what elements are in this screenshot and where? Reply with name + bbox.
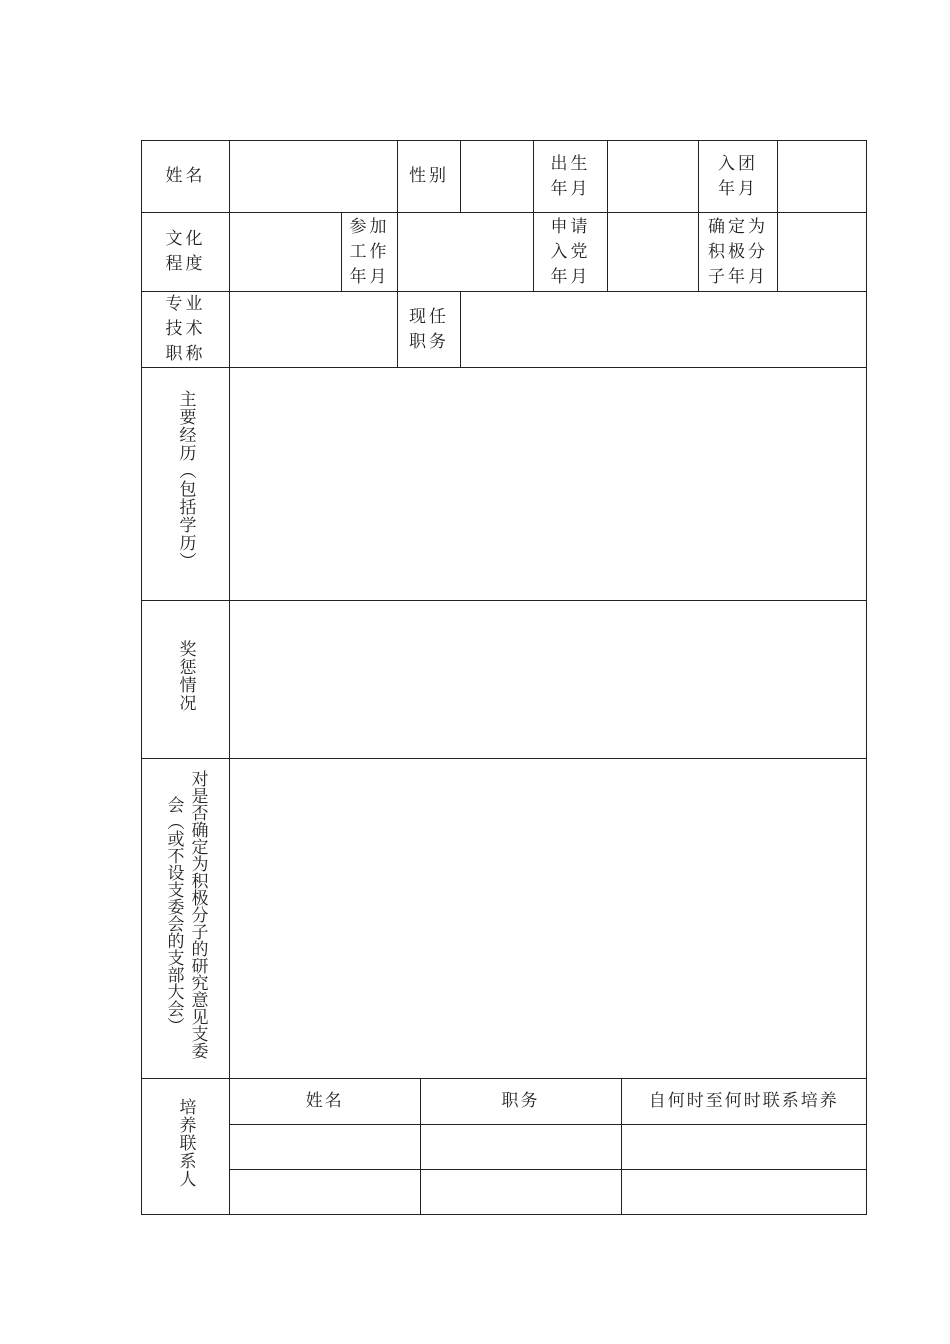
rewards-label: 奖惩情况	[175, 639, 196, 712]
contact-table	[230, 1079, 866, 1214]
league-input-cell[interactable]	[778, 141, 867, 213]
title-input-cell[interactable]	[230, 292, 398, 368]
gender-label-cell	[398, 141, 461, 213]
position-label-cell	[398, 292, 461, 368]
contact-row-2	[230, 1169, 866, 1214]
name-label: 姓名	[165, 166, 206, 186]
contact-header-row	[230, 1079, 866, 1124]
activist-label-cell	[699, 213, 778, 292]
contact-period-header	[621, 1079, 866, 1124]
title-label-cell	[142, 292, 230, 368]
experience-label: 主要经历（包括学历）	[175, 390, 196, 570]
name-label-cell	[142, 141, 230, 213]
opinion-label: 对是否确定为积极分子的研究意见支委会（或不设支委会的支部大会）	[163, 770, 208, 1059]
contact-table-cell	[230, 1079, 867, 1215]
contact-2-period-input[interactable]	[621, 1169, 866, 1214]
position-input-cell[interactable]	[461, 292, 867, 368]
contact-row-1	[230, 1124, 866, 1169]
row-dates	[142, 213, 867, 292]
row-rewards	[142, 601, 867, 759]
activist-label: 确定为 积极分 子年月	[708, 216, 768, 287]
contact-2-position-input[interactable]	[420, 1169, 621, 1214]
experience-input-cell[interactable]	[230, 368, 867, 601]
contact-2-name-input[interactable]	[230, 1169, 420, 1214]
contact-label-cell	[142, 1079, 230, 1215]
row-basic-info	[142, 141, 867, 213]
activist-registration-form	[141, 140, 867, 1215]
activist-input-cell[interactable]	[778, 213, 867, 292]
gender-label: 性别	[409, 166, 449, 186]
contact-name-header	[230, 1079, 420, 1124]
opinion-label-cell	[142, 759, 230, 1079]
contact-label: 培养联系人	[175, 1097, 196, 1188]
league-label-cell	[699, 141, 778, 213]
contact-1-name-input[interactable]	[230, 1124, 420, 1169]
experience-label-cell	[142, 368, 230, 601]
row-experience	[142, 368, 867, 601]
apply-input-cell[interactable]	[608, 213, 699, 292]
opinion-input-cell[interactable]	[230, 759, 867, 1079]
birth-label-cell	[534, 141, 608, 213]
row-contact	[142, 1079, 867, 1215]
row-opinion	[142, 759, 867, 1079]
rewards-input-cell[interactable]	[230, 601, 867, 759]
name-input-cell[interactable]	[230, 141, 398, 213]
title-label: 专业 技术 职称	[165, 294, 206, 364]
contact-name-header-text: 姓名	[305, 1090, 344, 1111]
contact-period-header-text: 自何时至何时联系培养	[648, 1090, 839, 1111]
work-input-cell[interactable]	[398, 213, 534, 292]
apply-label: 申请 入党 年月	[550, 216, 591, 287]
gender-input-cell[interactable]	[461, 141, 534, 213]
work-label: 参加 工作 年月	[349, 216, 390, 287]
position-label: 现任 职务	[409, 306, 449, 352]
row-title	[142, 292, 867, 368]
birth-input-cell[interactable]	[608, 141, 699, 213]
contact-1-position-input[interactable]	[420, 1124, 621, 1169]
work-label-cell	[342, 213, 398, 292]
education-input-cell[interactable]	[230, 213, 342, 292]
contact-1-period-input[interactable]	[621, 1124, 866, 1169]
rewards-label-cell	[142, 601, 230, 759]
education-label: 文化 程度	[165, 229, 206, 274]
contact-position-header-text: 职务	[501, 1090, 540, 1111]
birth-label: 出生 年月	[550, 153, 591, 199]
apply-label-cell	[534, 213, 608, 292]
league-label: 入团 年月	[718, 153, 758, 199]
education-label-cell	[142, 213, 230, 292]
contact-position-header	[420, 1079, 621, 1124]
